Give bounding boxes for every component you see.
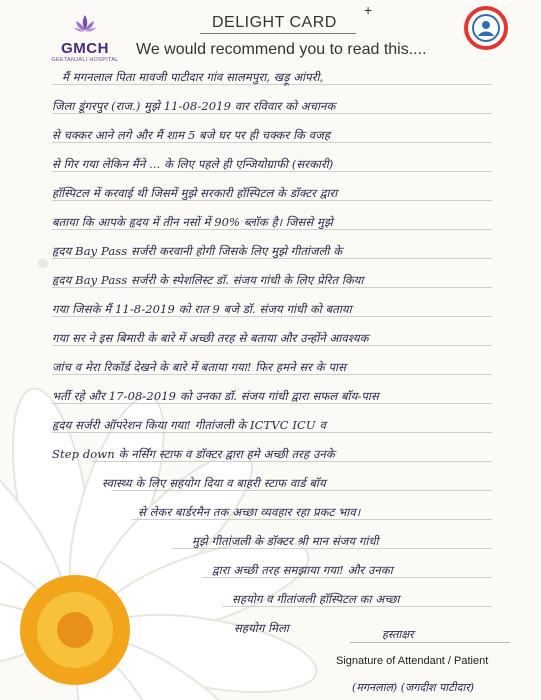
letter-line: हृदय Bay Pass सर्जरी करवानी होगी जिसके लिए मुझे गीतांजली के — [52, 244, 343, 258]
letter-line: भर्ती रहे और 17-08-2019 को उनका डॉ. संजय गांधी द्वारा सफल बॉय-पास — [52, 389, 379, 403]
letter-line: स्वास्थ्य के लिए सहयोग दिया व बाहरी स्टाफ वार्ड बॉय — [102, 476, 326, 490]
letter-line: गया जिसके मैं 11-8-2019 को रात 9 बजे डॉ. संजय गांधी को बताया — [52, 302, 352, 316]
letter-line: हृदय Bay Pass सर्जरी के स्पेशलिस्ट डॉ. संजय गांधी के लिए प्रेरित किया — [52, 273, 364, 287]
lotus-logo-icon — [72, 12, 98, 36]
letter-line: सहयोग मिला — [234, 621, 289, 635]
accreditation-seal-icon — [464, 6, 508, 50]
logo-subtitle: GEETANJALI HOSPITAL — [51, 57, 119, 63]
letter-line: गया सर ने इस बिमारी के बारे में अच्छी तरह से बताया और उन्होंने आवश्यक — [52, 331, 369, 345]
signature-handwritten-top: हस्ताक्षर — [382, 628, 414, 641]
plus-mark: + — [364, 2, 373, 18]
logo-name: GMCH — [61, 40, 109, 57]
card-subtitle: We would recommend you to read this.... — [136, 41, 427, 58]
signature-line — [350, 642, 510, 643]
punch-hole-top — [38, 258, 48, 268]
letter-line: मैं मगनलाल पिता मावजी पाटीदार गांव सालमपुरा, खड़ू आंपरी, — [62, 70, 324, 84]
signature-handwritten: (मगनलाल) (जगदीश पाटीदार) — [352, 681, 475, 694]
signature-label: Signature of Attendant / Patient — [336, 655, 489, 667]
hospital-logo — [50, 12, 120, 63]
letter-line: Step down के नर्सिंग स्टाफ व डॉक्टर द्वारा हमे अच्छी तरह उनके — [52, 447, 335, 461]
title-underline — [200, 33, 356, 34]
letter-line: जिला डूंगरपुर (राज.) मुझे 11-08-2019 वार रविवार को अचानक — [52, 99, 336, 113]
letter-line: सहयोग व गीतांजली हॉस्पिटल का अच्छा — [232, 592, 400, 606]
letter-line: हॉस्पिटल में करवाई थी जिसमें मुझे सरकारी हॉस्पिटल के डॉक्टर द्वारा — [52, 186, 338, 200]
letter-line: मुझे गीतांजली के डॉक्टर श्री मान संजय गांधी — [192, 534, 379, 548]
letter-line: द्वारा अच्छी तरह समझाया गया! और उनका — [212, 563, 393, 577]
card-title: DELIGHT CARD — [212, 14, 337, 31]
letter-line: से चक्कर आने लगे और मैं शाम 5 बजे घर पर ही चक्कर कि वजह — [52, 128, 331, 142]
letter-line: बताया कि आपके हृदय में तीन नसों में 90% ब्लॉक है। जिससे मुझे — [52, 215, 333, 229]
letter-line: से गिर गया लेकिन मैंने ... के लिए पहले ही एन्जियोग्राफी (सरकारी) — [52, 157, 334, 171]
letter-line: से लेकर बार्डरमैन तक अच्छा व्यवहार रहा प्रकट भाव। — [138, 505, 361, 519]
letter-line: हृदय सर्जरी ऑपरेशन किया गया! गीतांजली के ICTVC ICU व — [52, 418, 326, 432]
letter-line: जांच व मेरा रिकॉर्ड देखने के बारे में बताया गया! फिर हमने सर के पास — [52, 360, 346, 374]
